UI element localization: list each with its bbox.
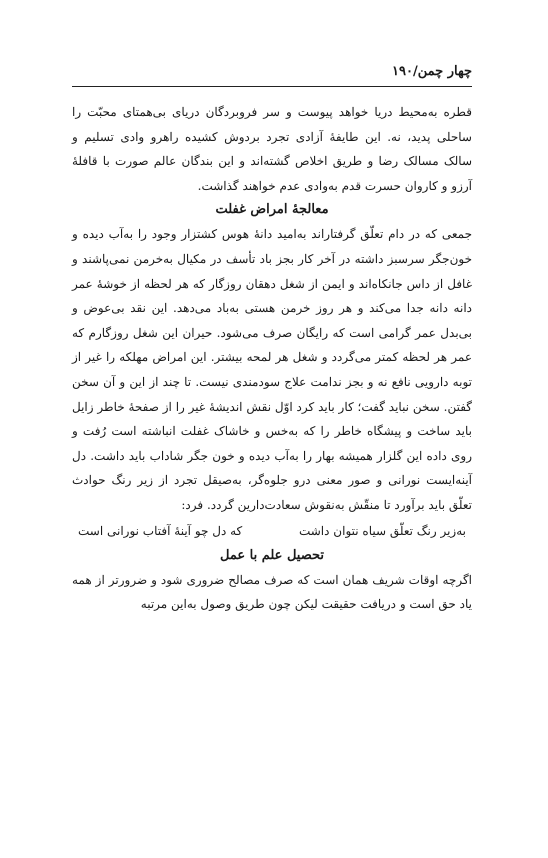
treatment-paragraph: جمعی که در دام تعلّق گرفتاراند به‌امید دانهٔ هوس کشتزار وجود را به‌آب دیده و خون‌جگر سرسبز داشته در آخر کار بجز باد تأسف در مکیال به‌خرمن نمی‌پاشند و غافل از داس جانکاه‌اند و ایمن از شغل دهقان روزگار که هر لحظه از خوشهٔ عمر دانه دانه جدا می‌کند و هر روز خرمن هستی به‌باد می‌دهد. این نقد بی‌عوض و بی‌بدل عمر گرامی است که رایگان صرف می‌شود. حیران این شغل روزگارم که عمر هر لحظه کمتر می‌گردد و شغل هر لمحه بیشتر. این امراض مهلکه را غیر از توبه دارویی نافع نه و بجز ندامت علاج سودمندی نیست. تا چند از این و آن سخن گفتن. سخن نباید گفت؛ کار باید کرد اوّل نقش اندیشهٔ غیر را از صفحهٔ خاطر زایل باید ساخت و پیشگاه خاطر را که به‌خس و خاشاک غفلت انباشته است رُفت و روی داده این گلزار همیشه بهار را به‌آب دیده و خون جگر شاداب باید داشت. دل آینه‌ایست نورانی و صور معنی درو جلوه‌گر، به‌صیقل تجرد از زیر رنگ حوادث تعلّق باید برآورد تا منقّش به‌نقوش سعادت‌دارین گردد. فرد:: [72, 227, 473, 512]
book-page: [72, 0, 472, 858]
running-head: چهار چمن/۱۹۰: [392, 64, 472, 79]
knowledge-paragraph: اگرچه اوقات شریف همان است که صرف مصالح ضروری شود و ضرورتر از همه یاد حق است و دریافت حقیقت لیکن چون طریق وصول به‌این مرتبه: [72, 572, 472, 612]
verse-couplet: [72, 518, 472, 544]
section-title-treatment: معالجهٔ امراض غفلت: [215, 202, 329, 218]
body-text: [72, 100, 472, 617]
section-title-knowledge: تحصیل علم با عمل: [219, 547, 325, 563]
verse-first-hemistich: به‌زیر رنگ تعلّق سیاه نتوان داشت: [298, 523, 466, 538]
verse-second-hemistich: که دل چو آینهٔ آفتاب نورانی است: [78, 523, 243, 538]
header-rule: [72, 86, 472, 87]
intro-paragraph: قطره به‌محیط دریا خواهد پیوست و سر فروبردگان دریای بی‌همتای محبّت را ساحلی پدید، نه. این طایفهٔ آزادی تجرد بردوش کشیده راهرو وادی تسلیم و سالک مسالک رضا و طریق اخلاص گشته‌اند و این بندگان عالم صورت با قافلهٔ آرزو و کاروان حسرت قدم به‌وادی عدم خواهند گذاشت.: [72, 105, 472, 193]
